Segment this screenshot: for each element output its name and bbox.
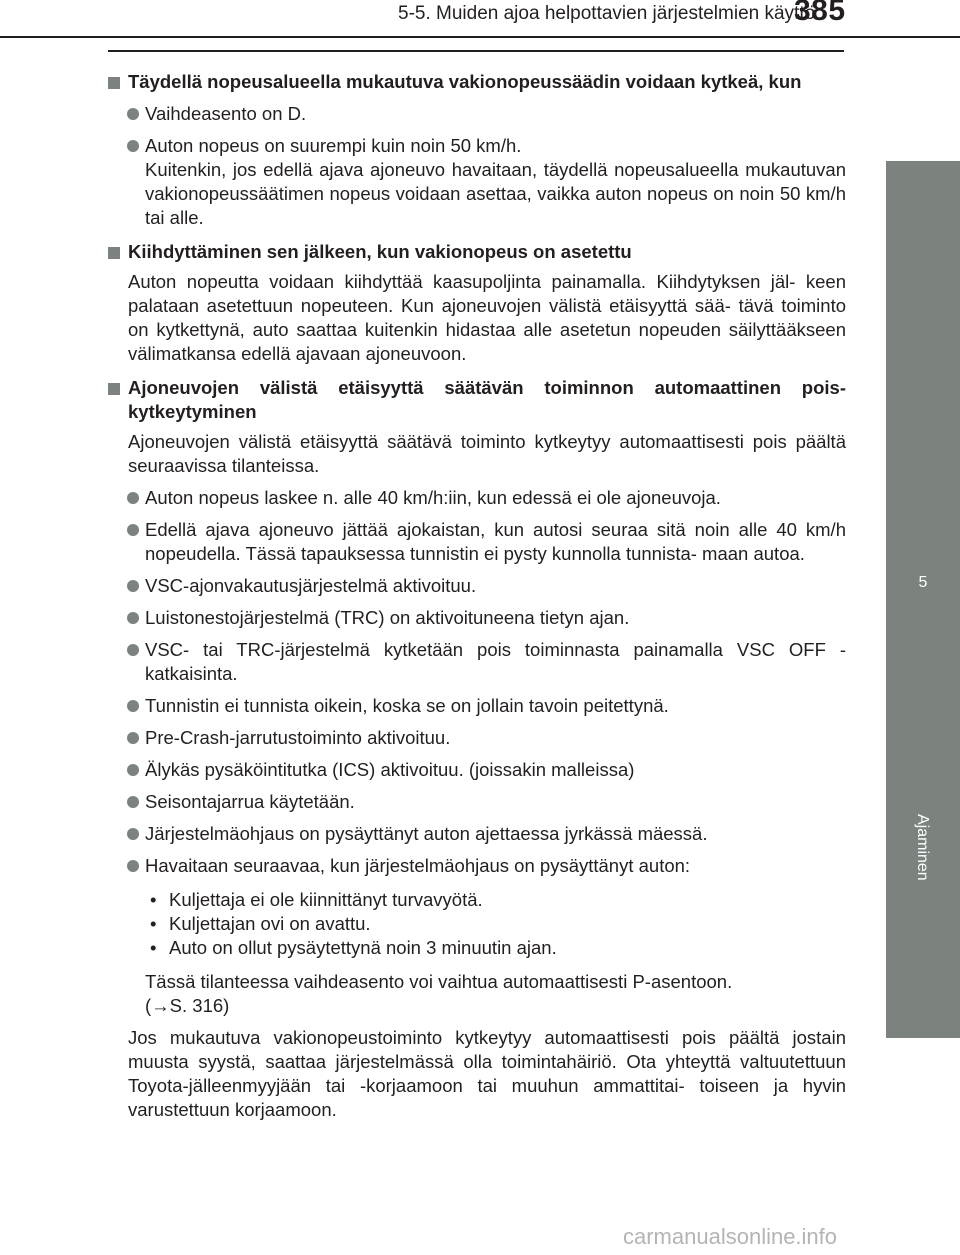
list-item (106, 638, 846, 686)
section-paragraph: Auton nopeutta voidaan kiihdyttää kaasupoljinta painamalla. Kiihdytyksen jäl- keen palataan asetettuun nopeuteen. Kun ajoneuvojen välistä etäisyyttä sää- tävä toiminto on kytkettynä, auto saattaa kuitenkin hidastaa alle asetetun nopeuden säilyttääkseen välimatkansa edellä ajavaan ajoneuvoon. (128, 271, 846, 364)
list-item-text: Seisontajarrua käytetään. (145, 791, 355, 812)
list-item-text: VSC- tai TRC-järjestelmä kytketään pois toiminnasta painamalla VSC OFF -katkaisinta. (145, 639, 846, 684)
list-item (106, 102, 846, 126)
circle-bullet-icon (127, 732, 139, 744)
sub-list-item-text: Kuljettajan ovi on avattu. (169, 913, 371, 934)
list-item (106, 518, 846, 566)
sub-list-item-text: Auto on ollut pysäytettynä noin 3 minuutin ajan. (169, 937, 557, 958)
circle-bullet-icon (127, 860, 139, 872)
sub-list (106, 888, 846, 960)
circle-bullet-icon (127, 108, 139, 120)
square-marker-icon (108, 247, 120, 259)
list-item-text: Vaihdeasento on D. (145, 103, 307, 124)
circle-bullet-icon (127, 140, 139, 152)
list-item (106, 134, 846, 230)
section-heading (106, 240, 846, 264)
section-paragraph: Ajoneuvojen välistä etäisyyttä säätävä toiminto kytkeytyy automaattisesti pois päältä seuraavissa tilanteissa. (128, 431, 846, 476)
bullet-icon: • (150, 913, 157, 934)
sub-list-note (106, 970, 846, 1018)
list-item-text: Tunnistin ei tunnista oikein, koska se on jollain tavoin peitettynä. (145, 695, 669, 716)
list-item-text: Havaitaan seuraavaa, kun järjestelmäohjaus on pysäyttänyt auton: (145, 855, 691, 876)
circle-bullet-icon (127, 524, 139, 536)
content-divider (108, 50, 844, 52)
square-marker-icon (108, 383, 120, 395)
sub-list-item (150, 912, 846, 936)
list-item-text: Älykäs pysäköintitutka (ICS) aktivoituu. (joissakin malleissa) (145, 759, 635, 780)
circle-bullet-icon (127, 612, 139, 624)
list-item-text: Auton nopeus laskee n. alle 40 km/h:iin, kun edessä ei ole ajoneuvoja. (145, 487, 721, 508)
list-item-note: Kuitenkin, jos edellä ajava ajoneuvo havaitaan, täydellä nopeusalueella mukautuvan vakionopeussäätimen nopeus voidaan asettaa, vaikka auton nopeus on noin 50 km/h tai alle. (145, 159, 846, 228)
list-item-text: Luistonestojärjestelmä (TRC) on aktivoituneena tietyn ajan. (145, 607, 630, 628)
list-item-text: Edellä ajava ajoneuvo jättää ajokaistan, kun autosi seuraa sitä noin alle 40 km/h nopeudella. Tässä tapauksessa tunnistin ei pysty kunnolla tunnista- maan autoa. (145, 519, 846, 564)
sub-list-note-text: Tässä tilanteessa vaihdeasento voi vaihtua automaattisesti P-asentoon. (145, 971, 733, 992)
page-reference-link[interactable]: (→S. 316) (145, 995, 230, 1016)
circle-bullet-icon (127, 796, 139, 808)
section-heading-text: Täydellä nopeusalueella mukautuva vakionopeussäädin voidaan kytkeä, kun (128, 71, 802, 92)
list-item (106, 574, 846, 598)
circle-bullet-icon (127, 580, 139, 592)
page-header (0, 0, 960, 38)
list-item (106, 822, 846, 846)
sub-list-item-text: Kuljettaja ei ole kiinnittänyt turvavyötä. (169, 889, 483, 910)
sub-list-item (150, 888, 846, 912)
list-item (106, 486, 846, 510)
watermark: carmanualsonline.info (623, 1224, 838, 1249)
section-heading (106, 376, 846, 424)
page-number: 385 (794, 0, 846, 27)
list-item (106, 790, 846, 814)
circle-bullet-icon (127, 492, 139, 504)
list-item-text: Auton nopeus on suurempi kuin noin 50 km/h. (145, 135, 522, 156)
chapter-number: 5 (918, 574, 928, 591)
section-title: 5-5. Muiden ajoa helpottavien järjestelmien käyttö (398, 3, 816, 24)
circle-bullet-icon (127, 700, 139, 712)
list-item (106, 726, 846, 750)
square-marker-icon (108, 77, 120, 89)
bullet-icon: • (150, 937, 157, 958)
closing-paragraph: Jos mukautuva vakionopeustoiminto kytkeytyy automaattisesti pois päältä jostain muusta syystä, saattaa järjestelmässä olla toimintahäiriö. Ota yhteyttä valtuutettuun Toyota-jälleenmyyjään tai -korjaamoon tai muuhun ammattitai- toiseen ja hyvin varustettuun korjaamoon. (128, 1027, 846, 1120)
list-item (106, 606, 846, 630)
main-content (106, 62, 846, 1122)
list-item-text: Pre-Crash-jarrutustoiminto aktivoituu. (145, 727, 451, 748)
circle-bullet-icon (127, 764, 139, 776)
list-item-text: VSC-ajonvakautusjärjestelmä aktivoituu. (145, 575, 477, 596)
list-item (106, 758, 846, 782)
section-heading-text: Kiihdyttäminen sen jälkeen, kun vakionopeus on asetettu (128, 241, 632, 262)
chapter-tab (886, 161, 960, 1038)
list-item (106, 694, 846, 718)
chapter-label: Ajaminen (914, 814, 931, 881)
list-item (106, 854, 846, 878)
section-heading-text: Ajoneuvojen välistä etäisyyttä säätävän toiminnon automaattinen pois- kytkeytyminen (128, 377, 846, 422)
sub-list-item (150, 936, 846, 960)
bullet-icon: • (150, 889, 157, 910)
list-item-text: Järjestelmäohjaus on pysäyttänyt auton ajettaessa jyrkässä mäessä. (145, 823, 708, 844)
section-heading (106, 70, 846, 94)
circle-bullet-icon (127, 644, 139, 656)
circle-bullet-icon (127, 828, 139, 840)
